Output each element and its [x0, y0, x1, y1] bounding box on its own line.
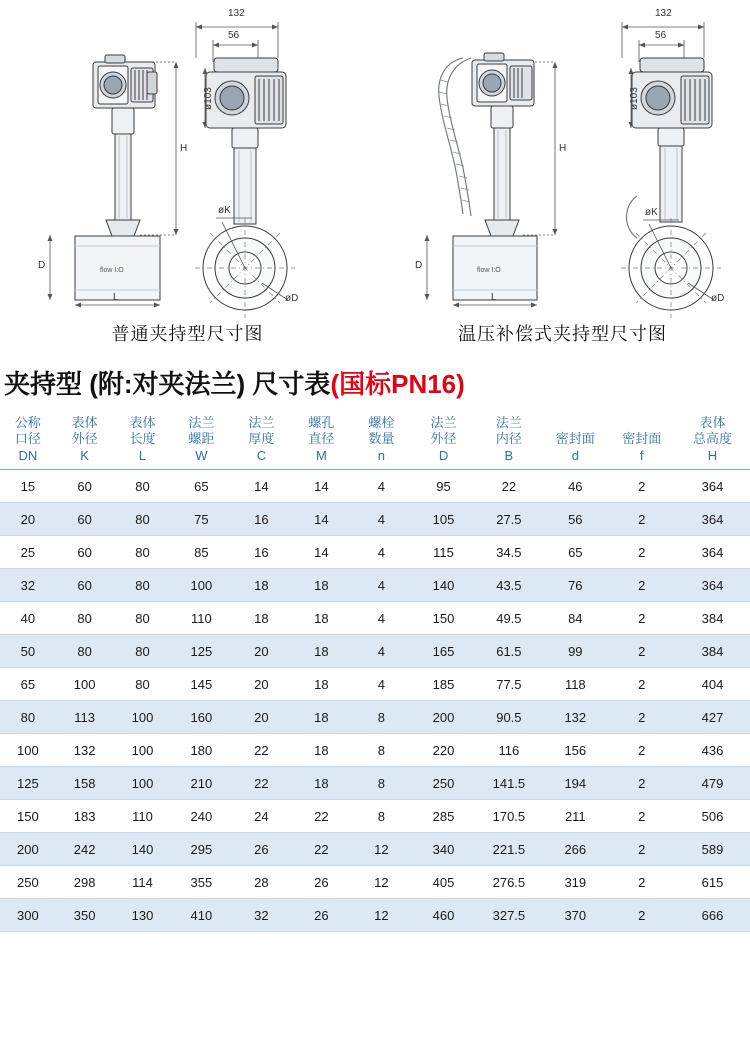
cell-m: 26 [291, 899, 351, 932]
cell-h: 364 [675, 536, 750, 569]
cell-l: 80 [114, 668, 172, 701]
cell-seal-f: 2 [609, 866, 675, 899]
cell-l: 80 [114, 503, 172, 536]
cell-d: 405 [411, 866, 475, 899]
col-header-d: 法兰 外径 D [411, 411, 475, 470]
cell-k: 132 [56, 734, 114, 767]
page-title [0, 360, 750, 411]
cell-seal-f: 2 [609, 767, 675, 800]
cell-d: 115 [411, 536, 475, 569]
cell-d: 285 [411, 800, 475, 833]
cell-seal-f: 2 [609, 536, 675, 569]
cell-dn: 200 [0, 833, 56, 866]
cell-l: 100 [114, 701, 172, 734]
cell-k: 113 [56, 701, 114, 734]
dim-height-left: H [180, 143, 188, 154]
dim-bore-left: øD [285, 293, 299, 304]
cell-k: 350 [56, 899, 114, 932]
cell-c: 16 [231, 536, 291, 569]
cell-seal-f: 2 [609, 635, 675, 668]
col-header-b: 法兰 内径 B [476, 411, 542, 470]
cell-c: 16 [231, 503, 291, 536]
dim-flange-d-right: D [415, 260, 423, 271]
cell-seal-d: 118 [542, 668, 608, 701]
cell-dn: 50 [0, 635, 56, 668]
dim-bolt-circle-right: øK [645, 207, 658, 218]
cell-h: 666 [675, 899, 750, 932]
cell-dn: 32 [0, 569, 56, 602]
cell-d: 200 [411, 701, 475, 734]
cell-m: 14 [291, 536, 351, 569]
drawing-temp-pressure-comp-clamp [375, 0, 750, 320]
table-row [0, 800, 750, 833]
page-title-standard: (国标PN16) [330, 369, 465, 399]
cell-seal-d: 370 [542, 899, 608, 932]
cell-d: 165 [411, 635, 475, 668]
cell-h: 364 [675, 569, 750, 602]
cell-b: 221.5 [476, 833, 542, 866]
cell-b: 34.5 [476, 536, 542, 569]
dim-flange-d-left: D [38, 260, 46, 271]
cell-seal-d: 194 [542, 767, 608, 800]
cell-dn: 20 [0, 503, 56, 536]
cell-seal-f: 2 [609, 833, 675, 866]
cell-m: 14 [291, 503, 351, 536]
drawing-standard-clamp-svg [0, 0, 375, 320]
cell-b: 116 [476, 734, 542, 767]
cell-m: 22 [291, 833, 351, 866]
dim-height-right: H [559, 143, 567, 154]
cell-w: 240 [171, 800, 231, 833]
cell-w: 75 [171, 503, 231, 536]
cell-d: 250 [411, 767, 475, 800]
drawing-temp-pressure-comp-clamp-svg [375, 0, 750, 320]
cell-n: 4 [351, 503, 411, 536]
cell-b: 43.5 [476, 569, 542, 602]
cell-d: 460 [411, 899, 475, 932]
cell-h: 384 [675, 635, 750, 668]
drawing-standard-clamp [0, 0, 375, 320]
cell-l: 100 [114, 767, 172, 800]
cell-k: 183 [56, 800, 114, 833]
cell-d: 140 [411, 569, 475, 602]
cell-seal-f: 2 [609, 503, 675, 536]
cell-d: 95 [411, 470, 475, 503]
cell-l: 114 [114, 866, 172, 899]
cell-seal-d: 46 [542, 470, 608, 503]
cell-seal-d: 76 [542, 569, 608, 602]
cell-d: 105 [411, 503, 475, 536]
cell-seal-f: 2 [609, 602, 675, 635]
cell-n: 4 [351, 602, 411, 635]
cell-n: 8 [351, 800, 411, 833]
cell-seal-d: 132 [542, 701, 608, 734]
col-header-m: 螺孔 直径 M [291, 411, 351, 470]
cell-c: 20 [231, 701, 291, 734]
table-row [0, 899, 750, 932]
cell-w: 65 [171, 470, 231, 503]
cell-h: 589 [675, 833, 750, 866]
cell-c: 18 [231, 602, 291, 635]
cell-n: 4 [351, 668, 411, 701]
cell-dn: 25 [0, 536, 56, 569]
svg-text:flow I:O: flow I:O [100, 267, 124, 274]
cell-b: 27.5 [476, 503, 542, 536]
dim-diameter-body-left: ø103 [203, 87, 214, 110]
table-row [0, 635, 750, 668]
cell-dn: 300 [0, 899, 56, 932]
caption-temp-pressure-comp-clamp: 温压补偿式夹持型尺寸图 [458, 324, 667, 344]
cell-n: 12 [351, 899, 411, 932]
cell-seal-d: 56 [542, 503, 608, 536]
cell-l: 100 [114, 734, 172, 767]
cell-n: 12 [351, 866, 411, 899]
cell-m: 18 [291, 734, 351, 767]
cell-c: 22 [231, 734, 291, 767]
table-row [0, 668, 750, 701]
col-header-k: 表体 外径 K [56, 411, 114, 470]
cell-seal-f: 2 [609, 734, 675, 767]
cell-d: 340 [411, 833, 475, 866]
table-row [0, 569, 750, 602]
dim-flange-l-left: L [113, 292, 119, 303]
cell-l: 80 [114, 569, 172, 602]
cell-m: 18 [291, 668, 351, 701]
cell-d: 220 [411, 734, 475, 767]
cell-l: 140 [114, 833, 172, 866]
cell-k: 60 [56, 470, 114, 503]
cell-d: 185 [411, 668, 475, 701]
cell-k: 80 [56, 602, 114, 635]
cell-w: 125 [171, 635, 231, 668]
table-row [0, 602, 750, 635]
cell-seal-d: 99 [542, 635, 608, 668]
cell-seal-f: 2 [609, 668, 675, 701]
drawing-captions [0, 320, 750, 360]
cell-n: 4 [351, 536, 411, 569]
cell-b: 22 [476, 470, 542, 503]
table-row [0, 503, 750, 536]
dim-top-width-left: 132 [228, 8, 245, 19]
cell-n: 12 [351, 833, 411, 866]
cell-dn: 65 [0, 668, 56, 701]
cell-w: 110 [171, 602, 231, 635]
cell-d: 150 [411, 602, 475, 635]
cell-h: 506 [675, 800, 750, 833]
cell-m: 18 [291, 701, 351, 734]
cell-b: 77.5 [476, 668, 542, 701]
cell-seal-d: 319 [542, 866, 608, 899]
cell-b: 61.5 [476, 635, 542, 668]
cell-dn: 40 [0, 602, 56, 635]
dim-top-width-right: 132 [655, 8, 672, 19]
col-header-h: 表体 总高度 H [675, 411, 750, 470]
col-header-c: 法兰 厚度 C [231, 411, 291, 470]
col-header-dn: 公称 口径 DN [0, 411, 56, 470]
cell-n: 4 [351, 635, 411, 668]
dim-top-width-inner-right: 56 [655, 30, 667, 41]
cell-seal-d: 211 [542, 800, 608, 833]
table-row [0, 734, 750, 767]
cell-b: 49.5 [476, 602, 542, 635]
cell-n: 4 [351, 470, 411, 503]
table-row [0, 470, 750, 503]
cell-dn: 15 [0, 470, 56, 503]
cell-b: 276.5 [476, 866, 542, 899]
cell-h: 479 [675, 767, 750, 800]
cell-c: 24 [231, 800, 291, 833]
cell-l: 110 [114, 800, 172, 833]
cell-m: 26 [291, 866, 351, 899]
cell-w: 100 [171, 569, 231, 602]
cell-l: 80 [114, 602, 172, 635]
col-header-seal-f: 密封面 f [609, 411, 675, 470]
col-header-w: 法兰 螺距 W [171, 411, 231, 470]
cell-l: 80 [114, 470, 172, 503]
cell-dn: 150 [0, 800, 56, 833]
table-row [0, 833, 750, 866]
cell-m: 18 [291, 635, 351, 668]
drawings-section [0, 0, 750, 320]
cell-h: 436 [675, 734, 750, 767]
table-header-row [0, 411, 750, 470]
cell-h: 364 [675, 470, 750, 503]
cell-h: 427 [675, 701, 750, 734]
cell-m: 18 [291, 602, 351, 635]
cell-dn: 125 [0, 767, 56, 800]
spec-table-body [0, 470, 750, 932]
cell-n: 8 [351, 734, 411, 767]
svg-text:flow I:O: flow I:O [477, 267, 501, 274]
cell-dn: 250 [0, 866, 56, 899]
col-header-l: 表体 长度 L [114, 411, 172, 470]
cell-k: 298 [56, 866, 114, 899]
spec-table [0, 411, 750, 932]
cell-k: 100 [56, 668, 114, 701]
cell-w: 355 [171, 866, 231, 899]
cell-m: 18 [291, 569, 351, 602]
caption-standard-clamp: 普通夹持型尺寸图 [111, 324, 264, 344]
cell-w: 410 [171, 899, 231, 932]
cell-seal-f: 2 [609, 899, 675, 932]
col-header-seal-d: 密封面 d [542, 411, 608, 470]
cell-k: 158 [56, 767, 114, 800]
cell-seal-d: 65 [542, 536, 608, 569]
cell-m: 14 [291, 470, 351, 503]
cell-seal-d: 84 [542, 602, 608, 635]
cell-seal-f: 2 [609, 701, 675, 734]
dim-diameter-body-right: ø103 [629, 87, 640, 110]
cell-k: 242 [56, 833, 114, 866]
cell-l: 80 [114, 536, 172, 569]
cell-l: 80 [114, 635, 172, 668]
cell-l: 130 [114, 899, 172, 932]
cell-n: 8 [351, 767, 411, 800]
cell-dn: 100 [0, 734, 56, 767]
spec-table-head [0, 411, 750, 470]
cell-seal-d: 266 [542, 833, 608, 866]
cell-h: 615 [675, 866, 750, 899]
cell-b: 141.5 [476, 767, 542, 800]
cell-seal-f: 2 [609, 569, 675, 602]
cell-h: 364 [675, 503, 750, 536]
table-row [0, 701, 750, 734]
cell-c: 18 [231, 569, 291, 602]
cell-w: 160 [171, 701, 231, 734]
col-header-n: 螺栓 数量 n [351, 411, 411, 470]
cell-k: 80 [56, 635, 114, 668]
table-row [0, 767, 750, 800]
cell-m: 18 [291, 767, 351, 800]
cell-k: 60 [56, 536, 114, 569]
cell-c: 32 [231, 899, 291, 932]
cell-k: 60 [56, 569, 114, 602]
table-row [0, 536, 750, 569]
cell-c: 28 [231, 866, 291, 899]
cell-m: 22 [291, 800, 351, 833]
cell-c: 26 [231, 833, 291, 866]
cell-b: 170.5 [476, 800, 542, 833]
cell-dn: 80 [0, 701, 56, 734]
cell-n: 4 [351, 569, 411, 602]
dim-top-width-inner-left: 56 [228, 30, 240, 41]
cell-seal-f: 2 [609, 800, 675, 833]
cell-w: 180 [171, 734, 231, 767]
cell-k: 60 [56, 503, 114, 536]
cell-b: 327.5 [476, 899, 542, 932]
cell-n: 8 [351, 701, 411, 734]
dim-flange-l-right: L [491, 292, 497, 303]
cell-c: 22 [231, 767, 291, 800]
cell-w: 210 [171, 767, 231, 800]
cell-h: 404 [675, 668, 750, 701]
cell-c: 14 [231, 470, 291, 503]
cell-seal-f: 2 [609, 470, 675, 503]
dim-bore-right: øD [711, 293, 725, 304]
cell-h: 384 [675, 602, 750, 635]
table-row [0, 866, 750, 899]
page-title-main: 夹持型 (附:对夹法兰) 尺寸表 [4, 369, 331, 399]
cell-seal-d: 156 [542, 734, 608, 767]
cell-w: 85 [171, 536, 231, 569]
cell-c: 20 [231, 668, 291, 701]
cell-w: 295 [171, 833, 231, 866]
cell-b: 90.5 [476, 701, 542, 734]
cell-c: 20 [231, 635, 291, 668]
dim-bolt-circle-left: øK [218, 205, 231, 216]
cell-w: 145 [171, 668, 231, 701]
